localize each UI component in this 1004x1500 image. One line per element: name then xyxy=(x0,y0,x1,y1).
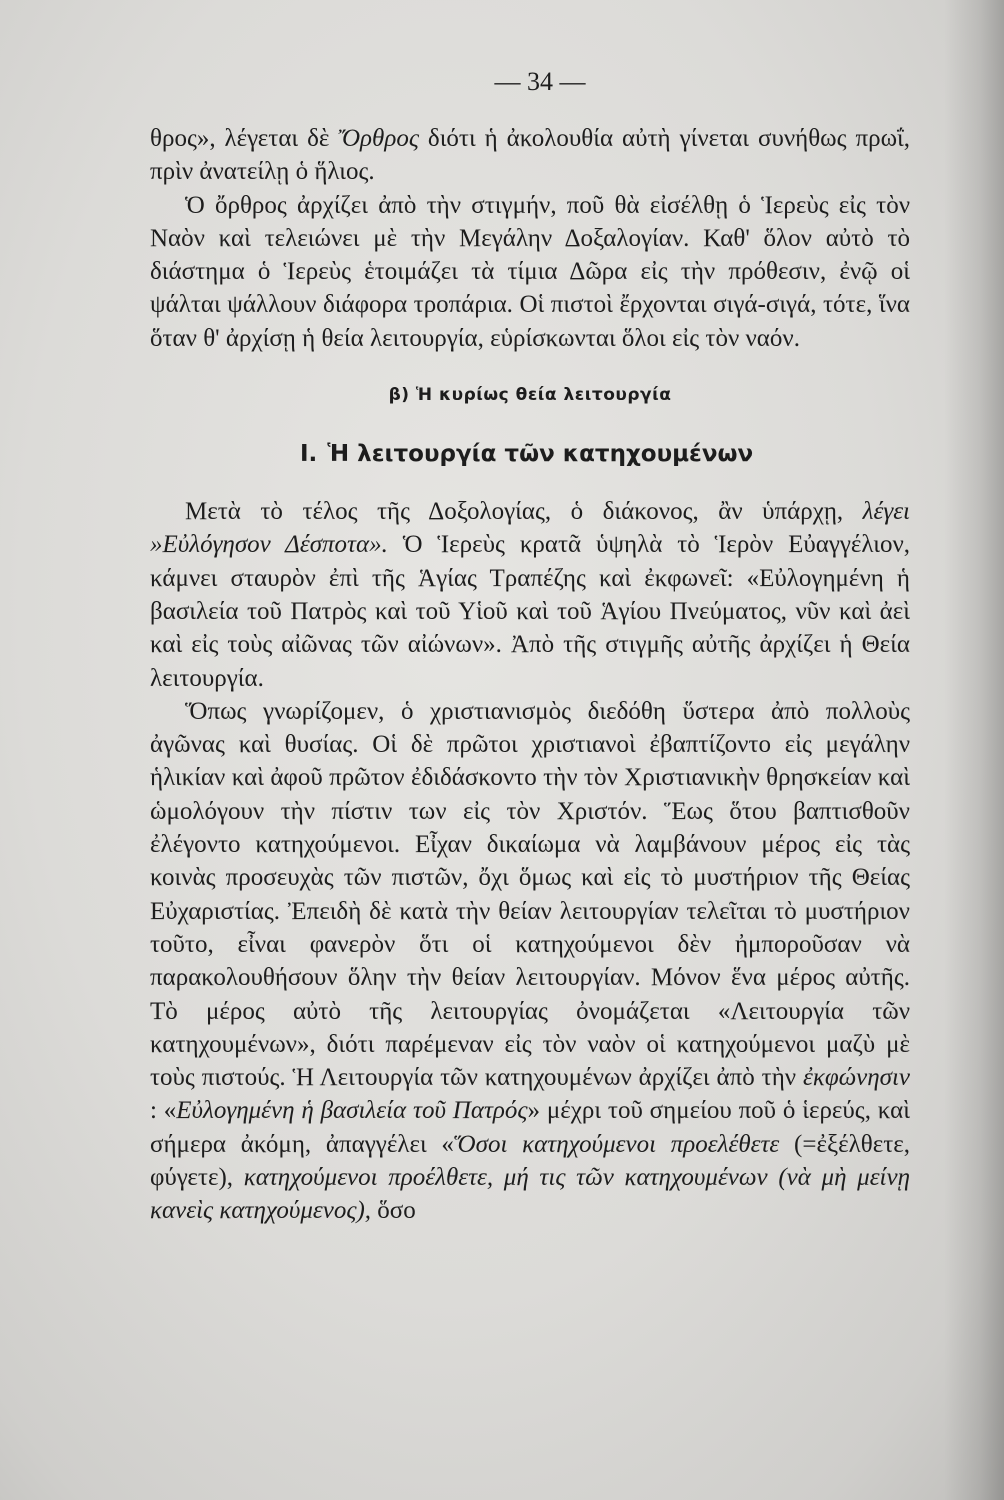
paragraph-4-text-d: (=ἐξέλθετε, φύγετε), xyxy=(150,1130,910,1192)
section-title xyxy=(300,441,910,467)
section-number: Ι. xyxy=(300,441,318,468)
subheading-divine-liturgy: β) Ἡ κυρίως θεία λειτουργία xyxy=(388,385,672,406)
paragraph-4-text-a: Ὅπως γνωρίζομεν, ὁ χριστιανισμὸς διεδόθη ὕστερα ἀπὸ πολλοὺς ἀγῶνας καὶ θυσίας. Οἱ δὲ πρῶτοι χριστιανοὶ ἐβαπτίζοντο εἰς μεγάλην ἡλικίαν καὶ ἀφοῦ πρῶτον ἐδιδάσκοντο τὴν τὸν Χριστιανικὴν θρησκείαν καὶ ὡμολόγουν τὴν πίστιν των εἰς τὸν Χριστόν. Ἕως ὅτου βαπτισθοῦν ἐλέγοντο κατηχούμενοι. Εἶχαν δικαίωμα νὰ λαμβάνουν μέρος εἰς τὰς κοινὰς προσευχὰς τῶν πιστῶν, ὄχι ὅμως καὶ εἰς τὸ μυστήριον τῆς Θείας Εὐχαριστίας. Ἐπειδὴ δὲ κατὰ τὴν θείαν λειτουργίαν τελεῖται τὸ μυστήριον τοῦτο, εἶναι φανερὸν ὅτι οἱ κατηχούμενοι δὲν ἠμποροῦσαν νὰ παρακολουθήσουν ὅλην τὴν θείαν λειτουργίαν. Μόνον ἕνα μέρος αὐτῆς. Τὸ μέρος αὐτὸ τῆς λειτουργίας ὀνομάζεται «Λειτουργία τῶν κατηχουμένων», διότι παρέμεναν εἰς τὸν ναὸν οἱ κατηχούμενοι μαζὺ μὲ τοὺς πιστούς. Ἡ Λειτουργία τῶν κατηχουμένων ἀρχίζει ἀπὸ τὴν xyxy=(150,697,910,1092)
paragraph-3-italic-deacon: λέγει »Εὐλόγησον Δέσποτα». xyxy=(150,498,910,559)
paragraph-4-italic-katichoumenoi: κατηχούμενοι προέλθετε, μή τις τῶν κατηχουμένων (νὰ μὴ μείνῃ κανεὶς κατηχούμενος), xyxy=(150,1164,910,1225)
paragraph-4-italic-osoi: Ὅσοι κατηχούμενοι προελέθετε xyxy=(453,1130,780,1158)
paragraph-doxology xyxy=(150,495,910,695)
page-number: — 34 — xyxy=(494,67,586,96)
paragraph-continuation xyxy=(150,122,910,189)
paragraph-1-text-a: θρος», λέγεται δὲ xyxy=(150,125,339,152)
paragraph-orthros: Ὁ ὄρθρος ἀρχίζει ἀπὸ τὴν στιγμήν, ποῦ θὰ εἰσέλθῃ ὁ Ἱερεὺς εἰς τὸν Ναὸν καὶ τελειώνει μὲ τὴν Μεγάλην Δοξαλογίαν. Καθ' ὅλον αὐτὸ τὸ διάστημα ὁ Ἱερεὺς ἑτοιμάζει τὰ τίμια Δῶρα εἰς τὴν πρόθεσιν, ἐνῷ οἱ ψάλται ψάλλουν διάφορα τροπάρια. Οἱ πιστοὶ ἔρχονται σιγά-σιγά, τότε, ἵνα ὅταν θ' ἀρχίσῃ ἡ θεία λειτουργία, εὑρίσκωνται ὅλοι εἰς τὸν ναόν. xyxy=(150,191,910,352)
paragraph-3-text-b: Ὁ Ἱερεὺς κρατᾶ ὑψηλὰ τὸ Ἱερὸν Εὐαγγέλιον, κάμνει σταυρὸν ἐπὶ τῆς Ἁγίας Τραπέζης καὶ ἐκφωνεῖ: «Εὐλογημένη ἡ βασιλεία τοῦ Πατρὸς καὶ τοῦ Υἱοῦ καὶ τοῦ Ἁγίου Πνεύματος, νῦν καὶ ἀεὶ καὶ εἰς τοὺς αἰῶνας τῶν αἰώνων». Ἀπὸ τῆς στιγμῆς αὐτῆς ἀρχίζει ἡ Θεία λειτουργία. xyxy=(150,531,911,692)
paragraph-4-italic-ekfonisin: ἐκφώνησιν xyxy=(803,1064,910,1092)
page-edge-shadow xyxy=(944,0,1004,1500)
paragraph-1-italic-orthros: Ὄρθρος xyxy=(338,125,419,152)
paragraph-3-text-a: Μετὰ τὸ τέλος τῆς Δοξολογίας, ὁ διάκονος, ἂν ὑπάρχῃ, xyxy=(185,498,863,526)
paragraph-4-italic-blessed: Εὐλογημένη ἡ βασιλεία τοῦ Πατρός xyxy=(176,1097,528,1125)
paragraph-1-text-b: διότι ἡ ἀκολουθία αὐτὴ γίνεται συνήθως πρωΐ, πρὶν ἀνατείλῃ ὁ ἥλιος. xyxy=(150,125,910,186)
page-content xyxy=(150,60,910,1228)
paragraph-4-text-e: ὅσο xyxy=(371,1197,416,1225)
paragraph-4-text-b: : « xyxy=(150,1097,177,1125)
paragraph-catechumens xyxy=(150,695,910,1228)
section-title-text: Ἡ λειτουργία τῶν κατηχουμένων xyxy=(327,441,754,468)
paragraph-4-text-c: » μέχρι τοῦ σημείου ποῦ ὁ ἱερεύς, καὶ σήμερα ἀκόμη, ἀπαγγέλει « xyxy=(150,1097,910,1158)
